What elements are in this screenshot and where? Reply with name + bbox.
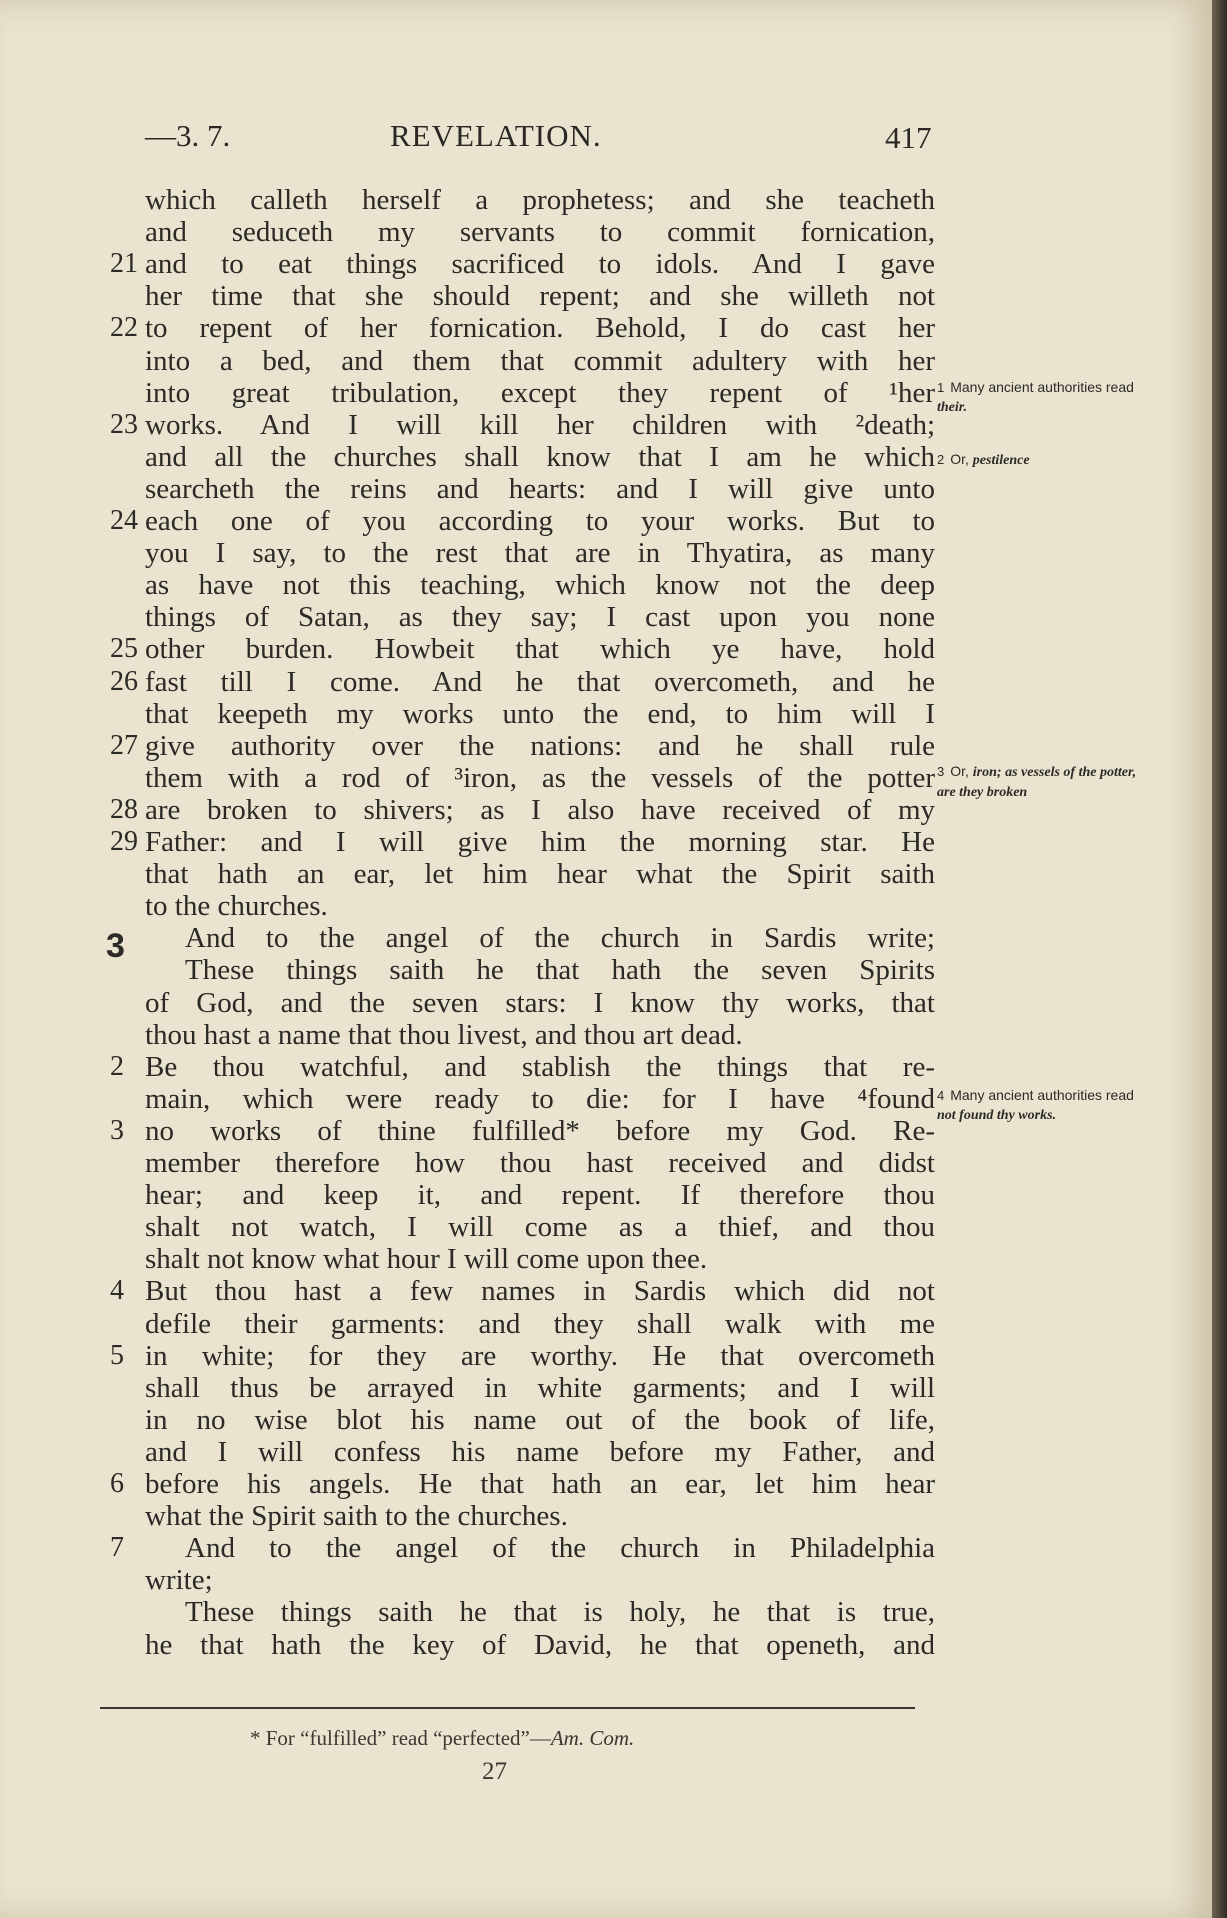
margin-note-italic: pestilence [972,453,1030,468]
text-line [145,280,935,312]
text-line [145,1179,935,1211]
footnote-rule [100,1707,915,1709]
chapter-number: 3 [106,927,125,965]
line-text: no works of thine fulfilled* before my God. Re- [145,1114,935,1147]
running-header [145,118,935,162]
text-line [145,1564,935,1596]
verse-number: 27 [110,729,138,761]
text-line [145,954,935,986]
line-text: as have not this teaching, which know not the deep [145,569,935,602]
line-text: And to the angel of the church in Sardis write; [185,922,935,955]
line-text: Be thou watchful, and stablish the things that re- [145,1050,935,1083]
text-line [110,1468,935,1500]
text-line [145,1308,935,1340]
text-line [145,441,935,473]
margin-note-text: Many ancient authorities read [950,379,1134,395]
line-text: to the churches. [145,890,328,923]
line-text: each one of you according to your works. But to [145,505,935,537]
line-text: These things saith he that is holy, he that is true, [185,1596,935,1629]
line-text: defile their garments: and they shall walk with me [145,1307,935,1340]
text-line [145,858,935,890]
text-line [110,1050,935,1083]
text-line [110,729,935,762]
verse-number: 7 [110,1532,124,1564]
line-text: into great tribulation, except they repent of ¹her [145,376,935,409]
margin-note-3 [937,762,1137,802]
line-text: thou hast a name that thou livest, and thou art dead. [145,1018,743,1051]
margin-note-italic: their. [937,400,967,415]
text-line [145,1147,935,1179]
line-text: write; [145,1564,213,1597]
verse-number: 2 [110,1050,124,1082]
margin-note-number: 4 [937,1088,945,1103]
verse-number: 26 [110,665,138,697]
line-text: them with a rod of ³iron, as the vessels of the potter [145,761,935,794]
line-text: And to the angel of the church in Philadelphia [185,1532,935,1565]
line-text: other burden. Howbeit that which ye have, hold [145,633,935,666]
text-line [110,312,935,345]
book-title: REVELATION. [390,118,602,153]
line-text: that hath an ear, let him hear what the Spirit saith [145,858,935,891]
line-text: which calleth herself a prophetess; and she teacheth [145,184,935,216]
text-line [145,1243,935,1275]
line-text: and all the churches shall know that I am he which [145,440,935,473]
verse-number: 24 [110,505,138,536]
line-text: hear; and keep it, and repent. If therefore thou [145,1179,935,1212]
page-number: 417 [885,120,932,155]
text-line [145,377,935,409]
line-text: are broken to shivers; as I also have received of my [145,793,935,826]
footnote-text: * For “fulfilled” read “perfected”— [250,1726,551,1750]
text-line [110,826,935,858]
text-line [110,248,935,281]
text-line [110,505,935,537]
margin-note-text: Or, [950,763,969,779]
line-text: that keepeth my works unto the end, to him will I [145,697,935,730]
line-text: But thou hast a few names in Sardis which did not [145,1275,935,1308]
line-text: before his angels. He that hath an ear, let him hear [145,1468,935,1500]
margin-note-italic: not found thy works. [937,1108,1057,1123]
text-line [145,601,935,633]
footnote-source: Am. Com. [550,1726,635,1750]
text-line [110,1275,935,1308]
text-line [145,345,935,377]
verse-number: 3 [110,1114,124,1146]
text-line [110,793,935,826]
line-text: and to eat things sacrificed to idols. And I gave [145,248,935,281]
line-text: main, which were ready to die: for I have ⁴found [145,1082,935,1115]
verse-number: 6 [110,1468,124,1499]
text-line [110,633,935,666]
text-line [145,1083,935,1115]
text-line [145,1372,935,1404]
line-text: Father: and I will give him the morning star. He [145,826,935,858]
signature-mark: 27 [482,1758,507,1785]
text-line [145,987,935,1019]
margin-note-number: 3 [937,764,945,779]
text-line [145,890,935,922]
line-text: he that hath the key of David, he that openeth, and [145,1628,935,1661]
text-line [145,1629,935,1661]
text-line [145,569,935,601]
text-line [145,922,935,954]
verse-number: 21 [110,248,138,280]
margin-note-text: Many ancient authorities read [950,1087,1134,1103]
line-text: These things saith he that hath the seven Spirits [185,954,935,987]
line-text: member therefore how thou hast received and didst [145,1147,935,1179]
chapter-reference: —3. 7. [145,118,231,153]
line-text: fast till I come. And he that overcometh, and he [145,665,935,698]
margin-note-text: Or, [950,451,969,467]
line-text: give authority over the nations: and he shall rule [145,729,935,762]
text-line [145,1404,935,1436]
text-line [145,184,935,216]
margin-note-4 [937,1086,1137,1125]
line-text: to repent of her fornication. Behold, I do cast her [145,312,935,345]
verse-number: 29 [110,826,138,857]
margin-note-italic: iron; as vessels of the potter, are they broken [937,765,1137,800]
footnote [250,1726,810,1751]
verse-number: 22 [110,312,138,344]
line-text: into a bed, and them that commit adultery with her [145,344,935,377]
line-text: in white; for they are worthy. He that overcometh [145,1339,935,1372]
line-text: searcheth the reins and hearts: and I will give unto [145,472,935,505]
text-line [110,408,935,441]
line-text: works. And I will kill her children with ²death; [145,408,935,441]
line-text: shall thus be arrayed in white garments; and I will [145,1371,935,1404]
verse-number: 5 [110,1339,124,1371]
line-text: shalt not know what hour I will come upon thee. [145,1243,708,1276]
margin-note-number: 2 [937,452,945,467]
verse-number: 23 [110,408,138,440]
line-text: and I will confess his name before my Father, and [145,1435,935,1468]
text-line [145,762,935,794]
margin-note-2 [937,450,1137,470]
margin-note-1 [937,378,1137,417]
margin-note-number: 1 [937,380,945,395]
text-line [145,1211,935,1243]
verse-number: 28 [110,793,138,825]
text-line [110,665,935,698]
line-text: her time that she should repent; and she willeth not [145,280,935,313]
verse-number: 4 [110,1275,124,1307]
text-line [145,698,935,730]
text-line [145,537,935,569]
text-line [145,1436,935,1468]
text-line [145,1500,935,1532]
line-text: things of Satan, as they say; I cast upon you none [145,601,935,634]
line-text: what the Spirit saith to the churches. [145,1500,568,1533]
line-text: you I say, to the rest that are in Thyatira, as many [145,537,935,570]
text-line [145,473,935,505]
line-text: shalt not watch, I will come as a thief, and thou [145,1211,935,1244]
text-line [145,1019,935,1051]
line-text: and seduceth my servants to commit fornication, [145,216,935,249]
page-edge [1212,0,1227,1918]
text-line [145,216,935,248]
text-line [110,1114,935,1147]
text-line [110,1339,935,1372]
text-line [145,1596,935,1628]
line-text: in no wise blot his name out of the book of life, [145,1403,935,1436]
line-text: of God, and the seven stars: I know thy works, that [145,986,935,1019]
text-line [110,1532,935,1565]
verse-number: 25 [110,633,138,665]
